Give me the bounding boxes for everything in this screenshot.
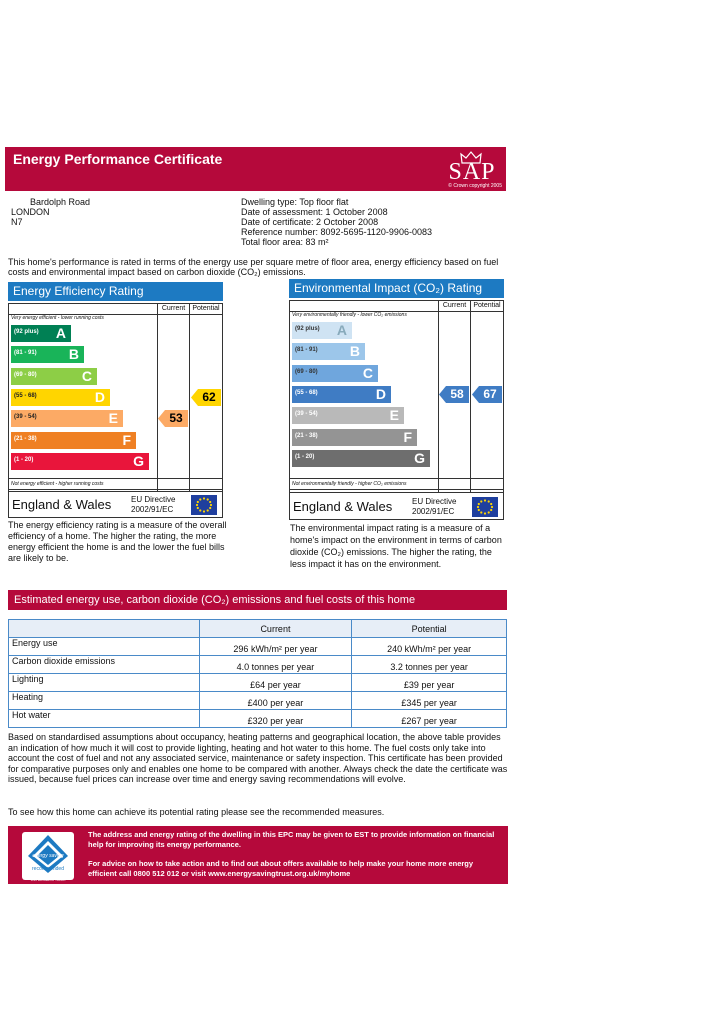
row-potential: £39 per year <box>352 674 507 692</box>
band-range: (55 - 68) <box>14 392 37 399</box>
environmental-footer <box>289 492 504 520</box>
band-letter: C <box>362 364 373 381</box>
band-range: (21 - 38) <box>295 432 318 439</box>
note-top: Very environmentally friendly - lower CO₂ emissions <box>292 312 407 318</box>
band-letter: E <box>108 410 118 427</box>
band-range: (55 - 68) <box>295 389 318 396</box>
row-label: Lighting <box>9 674 200 692</box>
efficiency-description: The energy efficiency rating is a measure of the overall efficiency of a home. The higher the rating, the more energy efficient the home is and the lower the fuel bills are likely to be. <box>8 520 227 563</box>
band-range: (39 - 54) <box>14 414 37 421</box>
col-current: Current <box>161 305 186 312</box>
col-potential: Potential <box>192 305 220 312</box>
eu-directive: EU Directive <box>131 495 176 504</box>
band-range: (69 - 80) <box>14 371 37 378</box>
row-current: £64 per year <box>199 674 352 692</box>
environmental-description: The environmental impact rating is a measure of a home's impact on the environment in terms of carbon dioxide (CO₂) emissions. The higher the rating, the less impact it has on the environment. <box>290 523 502 569</box>
band-range: (39 - 54) <box>295 411 318 418</box>
row-current: 4.0 tonnes per year <box>199 656 352 674</box>
reference-number: Reference number: 8092-5695-1120-9906-0083 <box>241 227 432 237</box>
table-row <box>9 656 507 674</box>
band-d <box>11 389 110 406</box>
band-a <box>292 322 352 339</box>
band-range: (1 - 20) <box>295 453 315 460</box>
band-b <box>11 346 84 363</box>
eu-directive-no: 2002/91/EC <box>412 507 455 516</box>
floor-area: Total floor area: 83 m² <box>241 237 329 247</box>
band-f <box>11 432 136 449</box>
band-c <box>11 368 97 385</box>
current-arrow-value: 53 <box>169 411 183 426</box>
table-row <box>9 692 507 710</box>
costs-header-label <box>9 620 200 638</box>
logo-cert-mark: Certification mark <box>30 877 66 882</box>
intro-text: This home's performance is rated in terms of the energy use per square metre of floor area, energy efficiency based on fuel costs and environmental impact based on carbon dioxide (CO₂) emissions. <box>8 257 499 277</box>
logo-recommended: recommended <box>32 866 64 872</box>
col-current: Current <box>442 302 467 309</box>
band-b <box>292 343 365 360</box>
efficiency-footer <box>8 491 223 518</box>
row-label: Hot water <box>9 710 200 728</box>
est-line1: The address and energy rating of the dwelling in this EPC may be given to EST to provide information on financial help for improving its energy performance. <box>88 830 495 849</box>
efficiency-title: Energy Efficiency Rating <box>8 282 223 301</box>
address-line1: Bardolph Road <box>30 197 91 207</box>
header-bar <box>5 147 506 191</box>
potential-arrow-value: 67 <box>483 386 497 401</box>
sap-logo <box>442 149 502 189</box>
row-label: Energy use <box>9 638 200 656</box>
band-f <box>292 429 417 446</box>
band-d <box>292 386 391 403</box>
certificate-date: Date of certificate: 2 October 2008 <box>241 217 379 227</box>
band-letter: F <box>403 428 412 445</box>
row-label: Carbon dioxide emissions <box>9 656 200 674</box>
row-potential: £267 per year <box>352 710 507 728</box>
costs-table <box>8 619 507 728</box>
row-potential: £345 per year <box>352 692 507 710</box>
eu-directive-no: 2002/91/EC <box>131 505 174 514</box>
potential-arrow-value: 62 <box>202 389 216 404</box>
note-bottom: Not energy efficient - higher running costs <box>11 481 104 487</box>
band-c <box>292 365 378 382</box>
row-label: Heating <box>9 692 200 710</box>
band-range: (69 - 80) <box>295 368 318 375</box>
band-letter: D <box>375 385 386 402</box>
band-range: (92 plus) <box>295 326 320 332</box>
sap-logo-text: SAP <box>448 159 496 185</box>
costs-header-current: Current <box>199 620 352 638</box>
costs-header-row <box>9 620 507 638</box>
band-a <box>11 325 71 342</box>
assessment-date: Date of assessment: 1 October 2008 <box>241 207 388 217</box>
band-range: (1 - 20) <box>14 456 34 463</box>
current-arrow-value: 58 <box>450 386 464 401</box>
costs-header-potential: Potential <box>352 620 507 638</box>
table-row <box>9 674 507 692</box>
eu-flag-icon <box>472 497 498 517</box>
environmental-chart <box>289 300 504 499</box>
costs-title: Estimated energy use, carbon dioxide (CO₂) emissions and fuel costs of this home <box>8 590 507 610</box>
band-g <box>11 453 149 470</box>
band-g <box>292 450 430 467</box>
environmental-panel <box>289 279 504 516</box>
logo-text: energy saving <box>32 853 64 859</box>
band-letter: G <box>414 449 425 466</box>
row-current: £320 per year <box>199 710 352 728</box>
row-potential: 3.2 tonnes per year <box>352 656 507 674</box>
table-row <box>9 638 507 656</box>
band-range: (21 - 38) <box>14 435 37 442</box>
band-letter: E <box>389 407 399 424</box>
band-e <box>292 407 404 424</box>
efficiency-chart <box>8 303 223 499</box>
col-potential: Potential <box>473 302 501 309</box>
efficiency-panel <box>8 282 223 514</box>
eu-directive: EU Directive <box>412 497 457 506</box>
note-bottom: Not environmentally friendly - higher CO₂ emissions <box>292 481 407 487</box>
est-banner <box>8 826 508 884</box>
address-line3: N7 <box>11 217 23 227</box>
region-label: England & Wales <box>293 499 393 514</box>
table-row <box>9 710 507 728</box>
costs-explanation: Based on standardised assumptions about occupancy, heating patterns and geographical location, the above table provides an indication of how much it will cost to provide lighting, heating and hot water to this home. The fuel costs only take into account the cost of fuel and not any associated service, maintenance or safety inspection. This certificate has been provided for comparative purposes only and enables one home to be compared with another. Always check the date the certificate was issued, because fuel prices can increase over time and energy saving recommendations will evolve. <box>8 732 508 784</box>
eu-flag-icon <box>191 495 217 515</box>
est-line2: For advice on how to take action and to find out about offers available to help make your home more energy efficient call 0800 512 012 or visit www.energysavingtrust.org.uk/myhome <box>88 859 474 878</box>
dwelling-type: Dwelling type: Top floor flat <box>241 197 349 207</box>
band-letter: A <box>55 325 66 341</box>
band-letter: A <box>336 322 347 338</box>
band-range: (92 plus) <box>14 329 39 335</box>
address-line2: LONDON <box>11 207 50 217</box>
band-e <box>11 410 123 427</box>
band-letter: B <box>349 343 360 360</box>
row-current: 296 kWh/m² per year <box>199 638 352 656</box>
row-current: £400 per year <box>199 692 352 710</box>
page-title: Energy Performance Certificate <box>13 151 223 167</box>
note-top: Very energy efficient - lower running costs <box>11 315 104 321</box>
band-letter: C <box>81 367 92 384</box>
band-letter: F <box>122 431 131 448</box>
band-range: (81 - 91) <box>295 347 318 354</box>
band-letter: B <box>68 346 79 363</box>
region-label: England & Wales <box>12 497 112 512</box>
band-letter: G <box>133 452 144 469</box>
band-letter: D <box>94 388 105 405</box>
row-potential: 240 kWh/m² per year <box>352 638 507 656</box>
band-range: (81 - 91) <box>14 350 37 357</box>
environmental-title: Environmental Impact (CO₂) Rating <box>289 279 504 298</box>
copyright: © Crown copyright 2005 <box>448 183 502 189</box>
recommend-text: To see how this home can achieve its potential rating please see the recommended measures. <box>8 807 385 817</box>
